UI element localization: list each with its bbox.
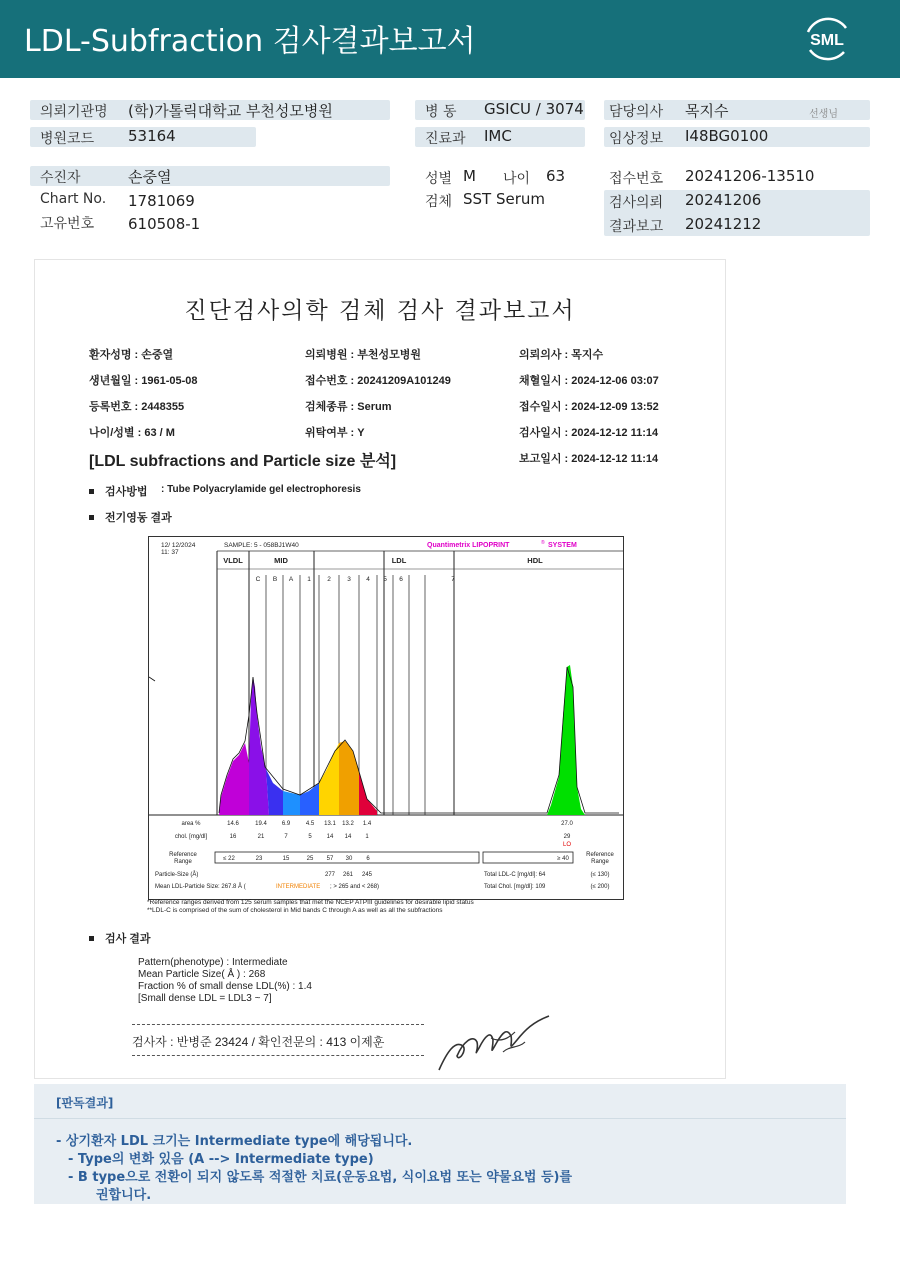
page-title: LDL-Subfraction 검사결과보고서: [24, 24, 476, 59]
divider: [132, 1024, 424, 1025]
hospital-code-label: 병원코드: [40, 131, 95, 147]
bullet: [89, 515, 94, 520]
row-label-ref: Reference: [169, 852, 197, 858]
bullet: [89, 936, 94, 941]
conclusion-header: [34, 1084, 846, 1119]
result-mean-size: Mean Particle Size( Å ) : 268: [138, 969, 266, 980]
row-label-area: area %: [181, 821, 201, 827]
band-label-1: 1: [307, 576, 311, 583]
total-chol-ref: (≤ 200): [590, 884, 610, 890]
band-label-a: A: [288, 576, 294, 583]
particle-size-value: 245: [361, 872, 373, 878]
result-label: 결과보고: [609, 219, 664, 235]
peak-ldl1: [319, 743, 339, 815]
sex-value: M: [463, 167, 476, 185]
area-value: 13.1: [324, 821, 336, 827]
divider: [132, 1055, 424, 1056]
chart-date: 12/ 12/2024: [161, 542, 196, 549]
field-reg-no: 등록번호 : 2448355: [89, 401, 185, 413]
reference-value: 30: [345, 856, 353, 862]
field-receipt: 접수번호 : 20241209A101249: [305, 375, 451, 387]
dept-value: IMC: [484, 127, 512, 145]
conclusion-line-1: - 상기환자 LDL 크기는 Intermediate type에 해당됩니다.: [56, 1134, 413, 1149]
region-label-vldl: VLDL: [223, 556, 243, 565]
region-label-mid: MID: [274, 556, 288, 565]
field-received: 접수일시 : 2024-12-09 13:52: [519, 401, 659, 413]
row-label-ref2: Range: [174, 859, 192, 865]
report-title: 진단검사의학 검체 검사 결과보고서: [184, 298, 576, 324]
reference-value: 23: [255, 856, 263, 862]
area-value: 4.5: [305, 821, 315, 827]
clinical-value: I48BG0100: [685, 127, 769, 145]
conclusion-line-3: - B type으로 전환이 되지 않도록 적절한 치료(운동요법, 식이요법 또는 약물요법 등)를: [68, 1170, 573, 1185]
chart-svg: [149, 537, 623, 899]
band-label-5: 5: [383, 576, 387, 583]
patient-label: 수진자: [40, 170, 81, 186]
chart-footnotes: [147, 899, 627, 915]
result-sdldl-def: [Small dense LDL = LDL3 ~ 7]: [138, 993, 272, 1004]
doctor-value: 목지수: [685, 102, 729, 120]
specimen-label: 검체: [425, 194, 453, 210]
patient-value: 손중열: [128, 168, 172, 186]
request-value: 20241206: [685, 191, 762, 209]
field-hospital: 의뢰병원 : 부천성모병원: [305, 349, 422, 361]
conclusion-panel: [34, 1084, 846, 1204]
hdl-flag: LO: [562, 842, 572, 848]
chol-value: 1: [365, 834, 369, 840]
area-value: 14.6: [227, 821, 239, 827]
logo-text: SML: [810, 32, 844, 49]
result-section-label: 검사 결과: [105, 933, 151, 945]
area-value: 27.0: [561, 821, 573, 827]
band-label-4: 4: [366, 576, 370, 583]
hospital-code-value: 53164: [128, 127, 176, 145]
institution-value: (학)가톨릭대학교 부천성모병원: [128, 102, 333, 120]
result-fraction: Fraction % of small dense LDL(%) : 1.4: [138, 981, 312, 992]
region-label-ldl: LDL: [391, 556, 407, 565]
clinical-label: 임상정보: [609, 131, 664, 147]
total-chol: Total Chol. [mg/dl]: 109: [484, 884, 546, 890]
chart-time: 11: 37: [161, 549, 179, 556]
reference-value: 57: [326, 856, 334, 862]
reference-value: 15: [282, 856, 290, 862]
chart-brand-reg: ®: [541, 540, 545, 546]
conclusion-line-4: 권합니다.: [96, 1188, 152, 1203]
chol-value: 14: [326, 834, 334, 840]
method-value: : Tube Polyacrylamide gel electrophoresis: [161, 484, 361, 495]
particle-size-label: Particle-Size (Å): [155, 872, 199, 878]
chart-brand: Quantimetrix LIPOPRINT: [427, 542, 510, 549]
reference-value: ≤ 22: [223, 856, 235, 862]
field-tested: 검사일시 : 2024-12-12 11:14: [519, 427, 659, 439]
result-pattern: Pattern(phenotype) : Intermediate: [138, 957, 288, 968]
peak-hdl: [547, 665, 585, 815]
band-label-c: C: [255, 576, 261, 583]
conclusion-title: [판독결과]: [56, 1096, 114, 1110]
area-value: 19.4: [255, 821, 267, 827]
result-value: 20241212: [685, 215, 762, 233]
lipoprint-chart: [148, 536, 624, 900]
field-outsourced: 위탁여부 : Y: [305, 427, 365, 439]
sml-logo-icon: [800, 12, 854, 66]
area-value: 13.2: [342, 821, 354, 827]
peak-a: [283, 791, 300, 815]
unique-no-label: 고유번호: [40, 216, 95, 232]
reference-value: 25: [306, 856, 314, 862]
peak-ldl2: [339, 741, 359, 815]
age-value: 63: [546, 167, 566, 185]
footnote-1: *Reference ranges derived from 125 serum samples that met the NCEP ATPIII guidelines for desirable lipid status: [147, 899, 474, 906]
field-reported: 보고일시 : 2024-12-12 11:14: [519, 453, 659, 465]
mean-ldl-label: Mean LDL-Particle Size: 267.8 Å (: [155, 884, 246, 890]
age-label: 나이: [503, 171, 531, 187]
mean-ldl-note: ; > 265 and < 268): [330, 884, 380, 890]
sex-label: 성별: [425, 171, 453, 187]
specimen-value: SST Serum: [463, 190, 546, 208]
area-value: 6.9: [281, 821, 291, 827]
field-age-sex: 나이/성별 : 63 / M: [89, 427, 175, 439]
electro-label: 전기영동 결과: [105, 512, 172, 524]
particle-size-value: 277: [324, 872, 336, 878]
field-collection: 채혈일시 : 2024-12-06 03:07: [519, 375, 659, 387]
row-label-chol: chol. [mg/dl]: [174, 834, 208, 840]
field-patient-name: 환자성명 : 손중열: [89, 349, 174, 361]
band-label-2: 2: [327, 576, 331, 583]
chart-brand-suffix: SYSTEM: [548, 542, 577, 549]
dept-label: 진료과: [425, 131, 466, 147]
reference-value: 6: [366, 856, 370, 862]
row-label-ref-right2: Range: [591, 859, 609, 865]
section-title: [LDL subfractions and Particle size 분석]: [89, 453, 397, 470]
row-label-ref-right: Reference: [586, 852, 614, 858]
chart-no-label: Chart No.: [40, 191, 107, 207]
chart-sample: SAMPLE: 5 - 058BJ1W40: [224, 542, 299, 549]
method-label: 검사방법: [105, 486, 148, 498]
chol-value: 16: [229, 834, 237, 840]
total-ldl-ref: (≤ 130): [590, 872, 610, 878]
band-label-b: B: [272, 576, 278, 583]
total-ldl: Total LDL-C [mg/dl]: 64: [484, 872, 546, 878]
peak-ldl3: [359, 771, 377, 815]
band-label-6: 6: [399, 576, 403, 583]
header-bar: [0, 0, 900, 78]
field-birth: 생년월일 : 1961-05-08: [89, 375, 198, 387]
band-label-7: 7: [451, 576, 455, 583]
patient-row: [30, 166, 390, 186]
area-value: 1.4: [362, 821, 372, 827]
field-doctor: 의뢰의사 : 목지수: [519, 349, 604, 361]
field-specimen: 검체종류 : Serum: [305, 401, 392, 413]
chol-value: 7: [284, 834, 288, 840]
band-label-3: 3: [347, 576, 351, 583]
chol-value: 29: [563, 834, 571, 840]
peak-a2: [300, 783, 319, 815]
doctor-suffix: 선생님: [809, 109, 838, 120]
signer-line: 검사자 : 반병준 23424 / 확인전문의 : 413 이제훈: [132, 1035, 385, 1049]
mean-ldl-type: INTERMEDIATE: [276, 884, 321, 890]
receipt-no-value: 20241206-13510: [685, 167, 815, 185]
receipt-no-label: 접수번호: [609, 171, 664, 187]
unique-no-value: 610508-1: [128, 215, 201, 233]
footnote-2: **LDL-C is comprised of the sum of cholesterol in Mid bands C through A as well as all the subfractions: [147, 907, 443, 914]
signature-icon: [433, 1012, 553, 1076]
axis-tick: [149, 677, 155, 681]
region-label-hdl: HDL: [527, 556, 543, 565]
ward-value: GSICU / 3074: [484, 100, 584, 118]
request-label: 검사의뢰: [609, 195, 664, 211]
institution-label: 의뢰기관명: [40, 104, 108, 120]
chart-no-value: 1781069: [128, 192, 195, 210]
bullet: [89, 489, 94, 494]
ward-label: 병 동: [425, 104, 457, 120]
hdl-reference-value: ≥ 40: [557, 856, 569, 862]
chol-value: 14: [344, 834, 352, 840]
chol-value: 5: [308, 834, 312, 840]
conclusion-line-2: - Type의 변화 있음 (A --> Intermediate type): [68, 1152, 374, 1167]
peak-vldl: [219, 743, 249, 815]
doctor-label: 담당의사: [609, 104, 664, 120]
report-document: [34, 259, 726, 1079]
particle-size-value: 261: [342, 872, 354, 878]
chol-value: 21: [257, 834, 265, 840]
